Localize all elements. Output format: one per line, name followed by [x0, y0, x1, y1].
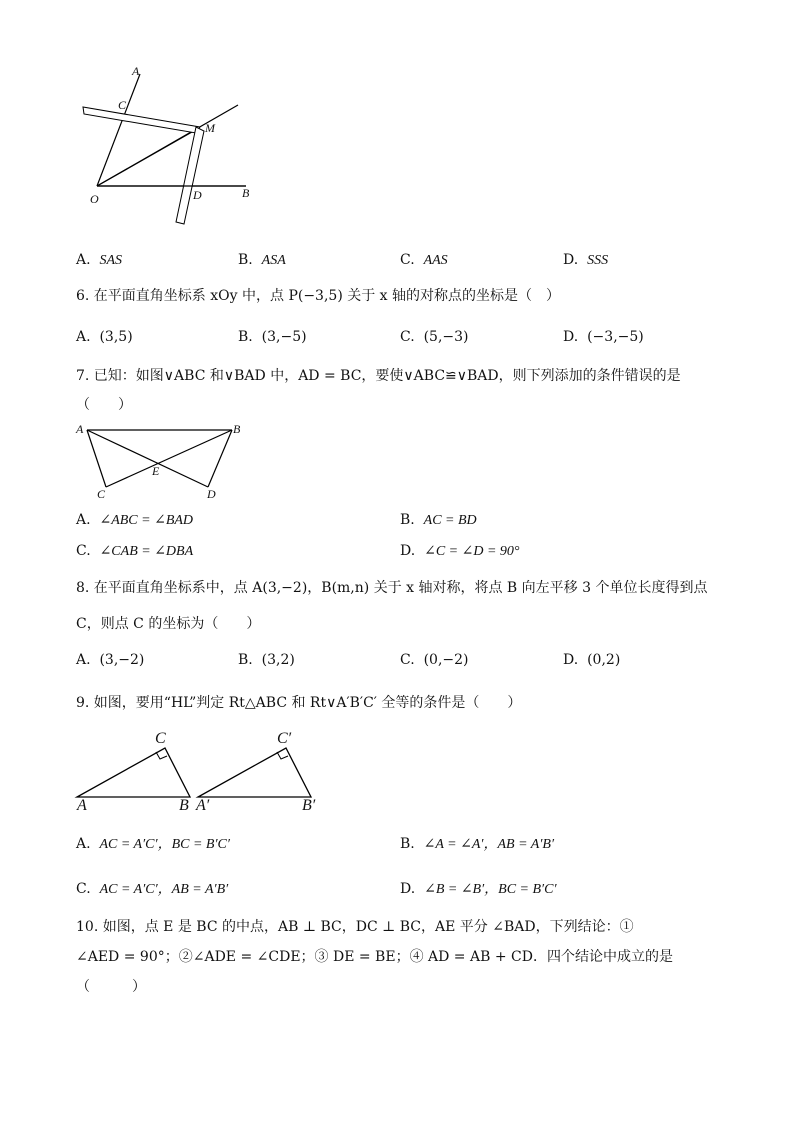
fig5-label-o: O — [90, 192, 99, 206]
fig5-label-a: A — [132, 64, 140, 78]
q6-option-c[interactable]: C. (5,−3) — [400, 329, 469, 345]
q8-option-d[interactable]: D. (0,2) — [563, 652, 621, 668]
fig9-label-c-prime: C′ — [277, 730, 292, 747]
fig9-label-a: A — [77, 797, 87, 814]
fig7-label-c: C — [97, 487, 106, 501]
fig7-label-a: A — [76, 422, 84, 436]
fig7-label-e: E — [152, 464, 160, 478]
q7-option-c[interactable]: C. ∠CAB = ∠DBA — [76, 543, 194, 559]
fig5-label-m: M — [205, 121, 215, 135]
fig5-label-c: C — [118, 98, 127, 112]
q6-stem: 6. 在平面直角坐标系 xOy 中，点 P(−3,5) 关于 x 轴的对称点的坐标是（ ） — [76, 288, 561, 304]
q8-option-c[interactable]: C. (0,−2) — [400, 652, 469, 668]
q10-stem-line3: （ ） — [76, 979, 146, 995]
fig9-label-b-prime: B′ — [302, 797, 316, 814]
q9-option-a[interactable]: A. AC = A′C′，BC = B′C′ — [76, 836, 230, 852]
q7-stem-line1: 7. 已知：如图∨ABC 和∨BAD 中，AD = BC，要使∨ABC≌∨BAD，则下列添加的条件错误的是 — [76, 368, 681, 384]
q5-option-a[interactable]: A. SAS — [76, 252, 123, 268]
q7-option-b[interactable]: B. AC = BD — [400, 512, 477, 528]
q8-option-b[interactable]: B. (3,2) — [238, 652, 295, 668]
fig5-label-b: B — [242, 186, 250, 200]
q6-option-a[interactable]: A. (3,5) — [76, 329, 133, 345]
q9-option-d[interactable]: D. ∠B = ∠B′，BC = B′C′ — [400, 881, 557, 897]
q6-option-b[interactable]: B. (3,−5) — [238, 329, 307, 345]
q10-stem-line2: ∠AED = 90°；②∠ADE = ∠CDE；③ DE = BE；④ AD = AB + CD．四个结论中成立的是 — [76, 949, 673, 965]
q8-stem-line2: C，则点 C 的坐标为（ ） — [76, 616, 261, 632]
q9-option-c[interactable]: C. AC = A′C′，AB = A′B′ — [76, 881, 229, 897]
q5-option-c[interactable]: C. AAS — [400, 252, 448, 268]
fig9-label-a-prime: A′ — [196, 797, 210, 814]
q8-option-a[interactable]: A. (3,−2) — [76, 652, 145, 668]
q9-option-b[interactable]: B. ∠A = ∠A′，AB = A′B′ — [400, 836, 555, 852]
fig9-label-c: C — [155, 730, 166, 747]
q8-stem-line1: 8. 在平面直角坐标系中，点 A(3,−2)，B(m,n) 关于 x 轴对称，将点 B 向左平移 3 个单位长度得到点 — [76, 580, 708, 596]
fig7-label-d: D — [207, 487, 216, 501]
fig9-label-b: B — [179, 797, 189, 814]
q5-option-d[interactable]: D. SSS — [563, 252, 609, 268]
fig7-label-b: B — [233, 422, 241, 436]
q7-option-a[interactable]: A. ∠ABC = ∠BAD — [76, 512, 194, 528]
q7-stem-line2: （ ） — [76, 397, 132, 413]
q6-option-d[interactable]: D. (−3,−5) — [563, 329, 644, 345]
fig5-label-d: D — [193, 188, 202, 202]
q9-stem: 9. 如图，要用“HL”判定 Rt△ABC 和 Rt∨A′B′C′ 全等的条件是（ ） — [76, 695, 522, 711]
q10-stem-line1: 10. 如图，点 E 是 BC 的中点，AB ⊥ BC，DC ⊥ BC，AE 平分 ∠BAD，下列结论：① — [76, 919, 634, 935]
q7-option-d[interactable]: D. ∠C = ∠D = 90° — [400, 543, 520, 559]
q5-option-b[interactable]: B. ASA — [238, 252, 286, 268]
